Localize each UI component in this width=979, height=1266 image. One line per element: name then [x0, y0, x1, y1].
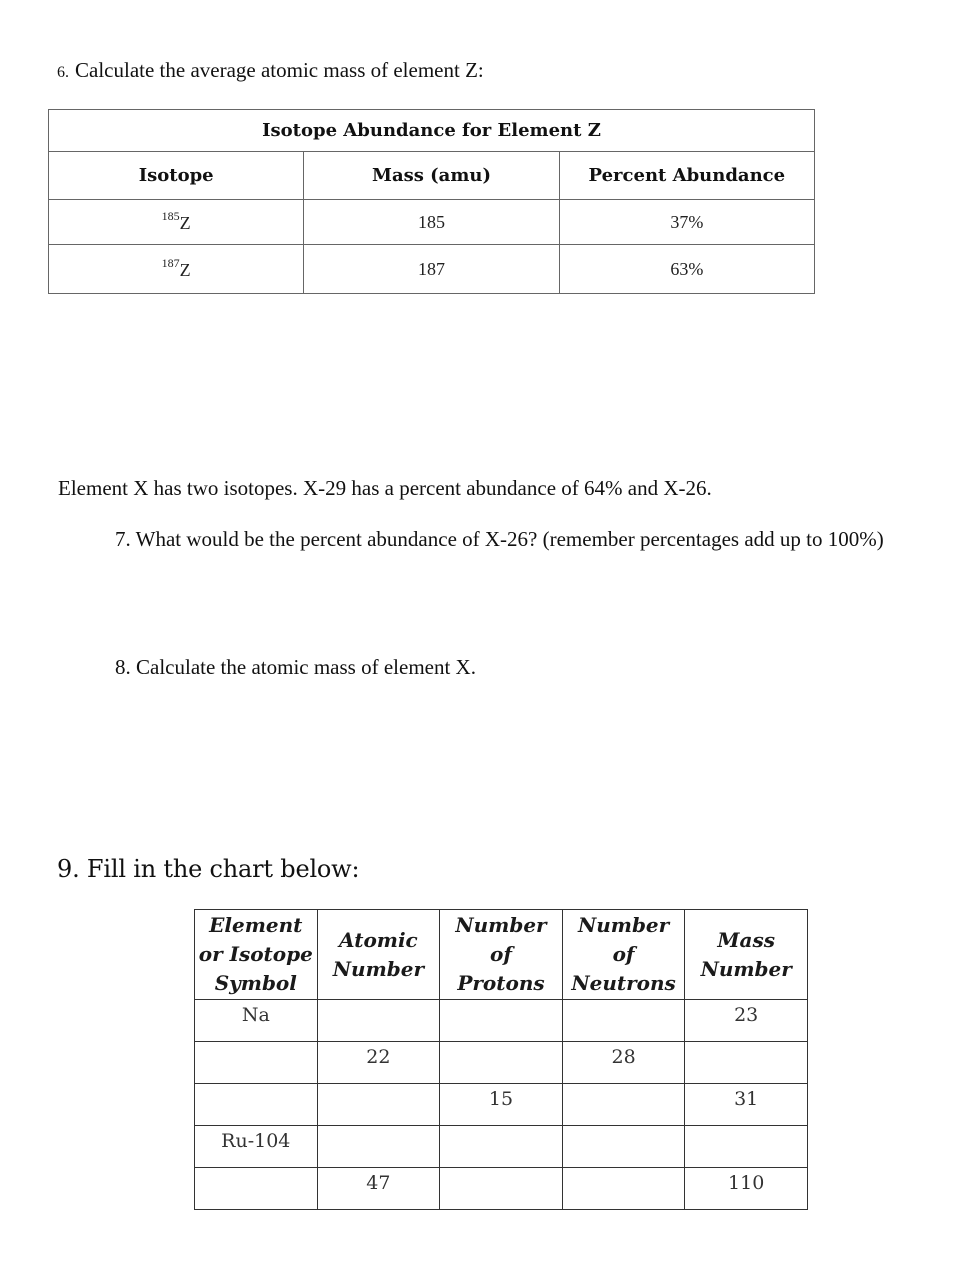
- cell-mass-number: 110: [685, 1168, 808, 1210]
- isotope-abundance-table: [48, 109, 815, 294]
- cell-atomic-number: 22: [317, 1042, 440, 1084]
- header-mass-number: Mass Number: [685, 910, 808, 1000]
- table-row: [49, 200, 815, 245]
- cell-symbol: [195, 1042, 318, 1084]
- question-8: 8. Calculate the atomic mass of element X.: [115, 655, 476, 679]
- table-row: [49, 245, 815, 294]
- header-neutrons: Number of Neutrons: [562, 910, 685, 1000]
- cell-atomic-number: [317, 1000, 440, 1042]
- cell-protons: [440, 1000, 563, 1042]
- mass-cell: 185: [304, 200, 559, 245]
- table-row: [195, 1084, 808, 1126]
- cell-neutrons: [562, 1084, 685, 1126]
- isotope-cell: $^{185}$Z: [49, 200, 304, 245]
- table-row: [195, 1000, 808, 1042]
- header-atomic-number: Atomic Number: [317, 910, 440, 1000]
- cell-protons: [440, 1042, 563, 1084]
- cell-neutrons: [562, 1168, 685, 1210]
- isotope-cell: $^{187}$Z: [49, 245, 304, 294]
- question-6-text: Calculate the average atomic mass of element Z:: [75, 58, 484, 82]
- header-protons: Number of Protons: [440, 910, 563, 1000]
- cell-neutrons: [562, 1000, 685, 1042]
- mass-cell: 187: [304, 245, 559, 294]
- cell-symbol: Na: [195, 1000, 318, 1042]
- cell-mass-number: 23: [685, 1000, 808, 1042]
- abundance-cell: 37%: [559, 200, 814, 245]
- abundance-cell: 63%: [559, 245, 814, 294]
- cell-symbol: [195, 1168, 318, 1210]
- cell-mass-number: [685, 1042, 808, 1084]
- cell-protons: [440, 1168, 563, 1210]
- cell-protons: 15: [440, 1084, 563, 1126]
- cell-neutrons: 28: [562, 1042, 685, 1084]
- cell-protons: [440, 1126, 563, 1168]
- table1-header-isotope: Isotope: [49, 152, 304, 200]
- cell-neutrons: [562, 1126, 685, 1168]
- cell-symbol: [195, 1084, 318, 1126]
- table-row: [195, 1126, 808, 1168]
- question-6-number: 6.: [57, 64, 69, 81]
- cell-atomic-number: [317, 1084, 440, 1126]
- cell-mass-number: 31: [685, 1084, 808, 1126]
- cell-atomic-number: 47: [317, 1168, 440, 1210]
- cell-symbol: Ru-104: [195, 1126, 318, 1168]
- cell-mass-number: [685, 1126, 808, 1168]
- table-row: [195, 1042, 808, 1084]
- question-9: 9. Fill in the chart below:: [57, 855, 360, 883]
- header-element-symbol: Element or Isotope Symbol: [195, 910, 318, 1000]
- question-7: 7. What would be the percent abundance of X-26? (remember percentages add up to 100%): [115, 527, 884, 551]
- isotope-fill-in-chart: [194, 909, 808, 1210]
- question-6: [57, 58, 484, 83]
- element-x-intro: Element X has two isotopes. X-29 has a percent abundance of 64% and X-26.: [58, 476, 712, 500]
- table1-header-mass: Mass (amu): [304, 152, 559, 200]
- table-row: [195, 1168, 808, 1210]
- table1-header-abundance: Percent Abundance: [559, 152, 814, 200]
- table1-caption: Isotope Abundance for Element Z: [49, 110, 815, 152]
- cell-atomic-number: [317, 1126, 440, 1168]
